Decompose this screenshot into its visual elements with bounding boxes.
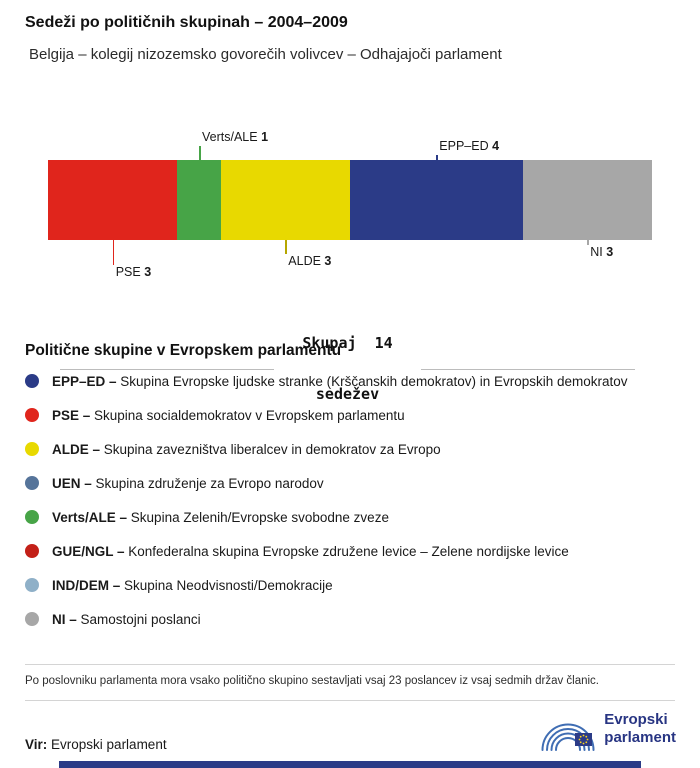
legend-item-name: EPP–ED – [52, 373, 121, 389]
legend-item [25, 534, 680, 568]
segment-callout-tick [199, 146, 201, 160]
segment-label-name: ALDE [288, 254, 325, 268]
legend-color-dot [25, 510, 39, 524]
legend-color-dot [25, 374, 39, 388]
segment-label-name: PSE [115, 265, 145, 279]
legend-color-dot [25, 408, 39, 422]
total-seats-line1: Skupaj 14 [302, 334, 393, 352]
segment-label-count: 3 [324, 254, 332, 268]
bar-segment-NI [523, 160, 652, 240]
segment-label [590, 245, 613, 260]
segment-label [116, 265, 151, 280]
segment-label-count: 3 [144, 265, 152, 279]
segment-callout-tick [285, 240, 287, 254]
legend-item-name: IND/DEM – [52, 577, 125, 593]
bar-segment-PSE [48, 160, 177, 240]
bottom-accent-bar [59, 761, 641, 768]
legend-item-text [52, 612, 201, 627]
bar-segment-EPP–ED [350, 160, 523, 240]
legend-item-name: Verts/ALE – [52, 509, 131, 525]
footer-rule-top [25, 664, 675, 665]
ep-logo-wordmark [604, 711, 676, 747]
source-label: Vir: [25, 737, 48, 752]
legend-item-text [52, 476, 324, 491]
legend-item-description: Skupina Zelenih/Evropske svobodne zveze [130, 509, 389, 525]
stacked-bar [48, 160, 652, 240]
page-subtitle: Belgija – kolegij nizozemsko govorečih volivcev – Odhajajoči parlament [29, 46, 502, 63]
legend-color-dot [25, 476, 39, 490]
legend-item [25, 466, 680, 500]
legend-list [25, 364, 680, 636]
legend-item-text [52, 510, 389, 525]
segment-label-name: EPP–ED [439, 139, 493, 153]
ep-logo-line1: Evropski [604, 711, 668, 728]
legend-item-text [52, 442, 441, 457]
segment-label-count: 3 [606, 245, 614, 259]
segment-label [439, 139, 499, 154]
legend-color-dot [25, 578, 39, 592]
page-title: Sedeži po političnih skupinah – 2004–2009 [25, 14, 348, 31]
legend-item [25, 432, 680, 466]
legend-item [25, 602, 680, 636]
footer-note: Po poslovniku parlamenta mora vsako politično skupino sestavljati vsaj 23 poslancev iz vsaj sedmih držav članic. [25, 675, 600, 687]
legend-color-dot [25, 442, 39, 456]
segment-callout-tick [436, 155, 438, 160]
legend-heading: Politične skupine v Evropskem parlamentu [25, 342, 342, 359]
legend-item-text [52, 578, 333, 593]
legend-item-name: PSE – [52, 407, 95, 423]
legend-item [25, 568, 680, 602]
ep-logo-line2: parlament [604, 729, 676, 746]
legend-item-description: Skupina Neodvisnosti/Demokracije [124, 577, 333, 593]
segment-label-name: NI [590, 245, 607, 259]
segment-label [202, 130, 268, 145]
legend-item-name: UEN – [52, 475, 96, 491]
legend-item-text [52, 408, 405, 423]
legend-item [25, 364, 680, 398]
bar-segment-Verts/ALE [177, 160, 220, 240]
legend-item-name: ALDE – [52, 441, 104, 457]
legend-item-description: Samostojni poslanci [80, 611, 201, 627]
legend-color-dot [25, 544, 39, 558]
legend-item-description: Konfederalna skupina Evropske združene levice – Zelene nordijske levice [128, 543, 569, 559]
ep-hemicycle-icon [541, 706, 595, 752]
legend-item-description: Skupina združenje za Evropo narodov [95, 475, 324, 491]
legend-item-description: Skupina Evropske ljudske stranke (Krščanskih demokratov) in Evropskih demokratov [120, 373, 628, 389]
legend-color-dot [25, 612, 39, 626]
legend-item-text [52, 374, 628, 389]
footer-rule-bottom [25, 700, 675, 701]
source-line [25, 737, 167, 752]
chart-area [48, 130, 652, 282]
segment-callout-tick [113, 240, 115, 265]
total-seats-line2: sedežev [315, 385, 380, 403]
legend-item-text [52, 544, 569, 559]
legend-item-description: Skupina socialdemokratov v Evropskem parlamentu [94, 407, 405, 423]
legend-item [25, 500, 680, 534]
legend-item-name: NI – [52, 611, 81, 627]
segment-label-count: 1 [261, 130, 269, 144]
legend-item [25, 398, 680, 432]
segment-label-name: Verts/ALE [202, 130, 262, 144]
segment-callout-tick [587, 240, 589, 245]
legend-item-description: Skupina zavezništva liberalcev in demokratov za Evropo [103, 441, 441, 457]
segment-label [288, 254, 331, 269]
source-value: Evropski parlament [51, 737, 167, 752]
segment-label-count: 4 [492, 139, 500, 153]
bar-segment-ALDE [221, 160, 350, 240]
ep-logo [541, 706, 676, 752]
legend-item-name: GUE/NGL – [52, 543, 129, 559]
